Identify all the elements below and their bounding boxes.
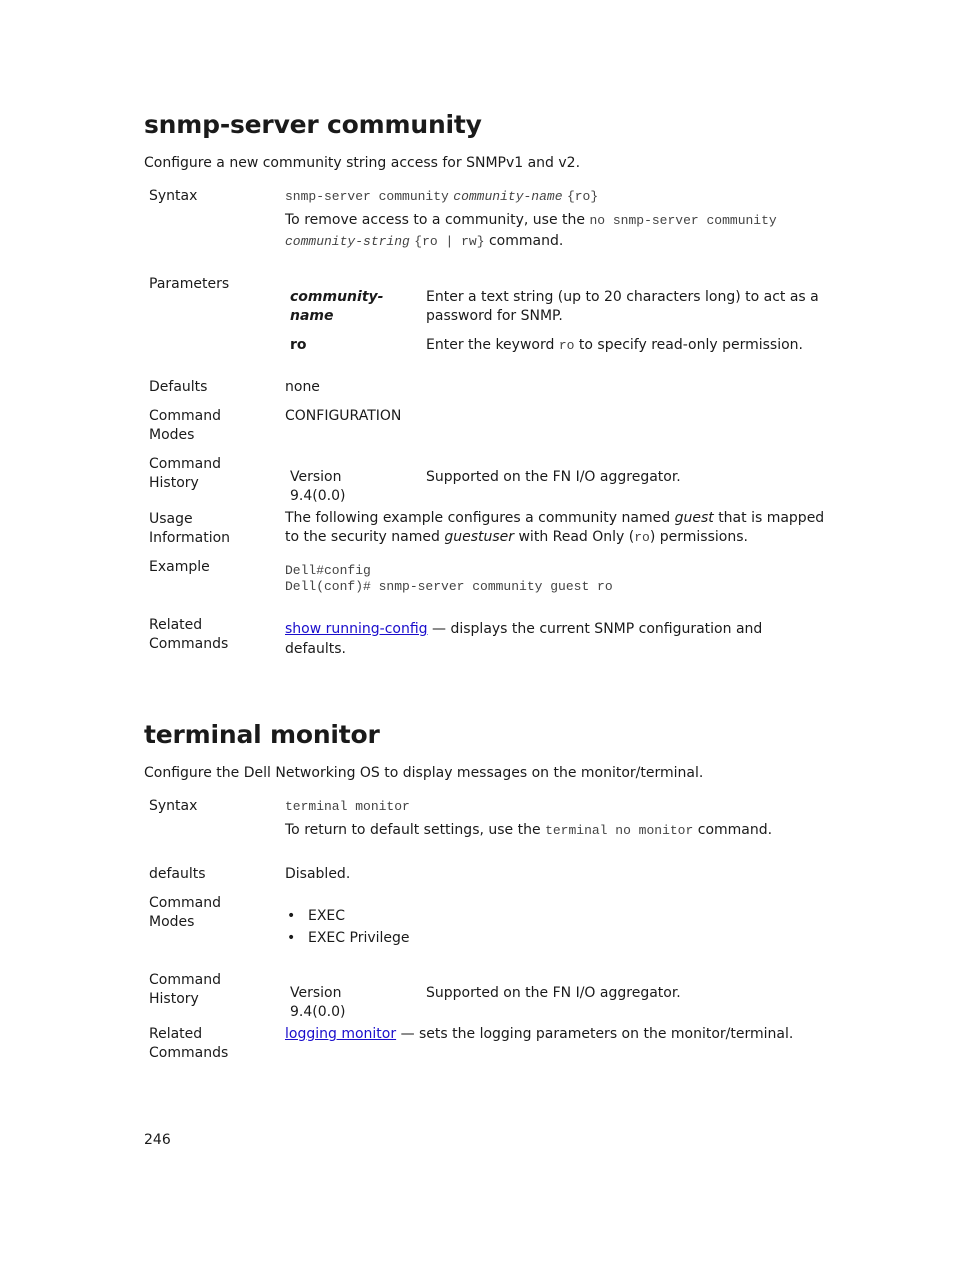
related-commands-label [149,1025,269,1063]
defaults-label: defaults [149,866,206,882]
show-running-config-link[interactable]: show running-config [285,621,428,637]
command-history-label [149,971,269,1009]
usage-text: The following example configures a community named [285,510,671,526]
param-name-ro: ro [290,337,307,353]
syntax-label: Syntax [149,188,198,204]
syntax-command: snmp-server community [285,189,449,204]
label-line: Command [149,408,221,424]
command-history-label [149,455,269,493]
list-item [285,927,410,949]
label-line: Related [149,1026,203,1042]
param-name-line: name [290,308,334,324]
bullet-icon: • [287,908,296,924]
defaults-label: Defaults [149,379,208,395]
section-title-snmp-server-community: snmp-server community [144,110,482,139]
remove-command: no snmp-server community [589,213,777,228]
usage-code: ro [634,530,650,545]
param-desc-text: to specify read-only permission. [578,337,803,353]
label-line: Command [149,456,221,472]
usage-information-text [285,509,825,547]
history-description: Supported on the FN I/O aggregator. [426,985,681,1001]
remove-text-end: command. [488,233,564,249]
param-name-line: community- [290,289,384,305]
label-line: Commands [149,636,229,652]
syntax-value [285,186,825,207]
label-line: Command [149,972,221,988]
example-label: Example [149,559,210,575]
mode-name: EXEC Privilege [308,930,410,946]
syntax-argument: community-name [453,189,563,204]
related-commands-label [149,616,269,654]
return-text-end: command. [697,822,773,838]
label-line: Modes [149,914,195,930]
usage-text: that is mapped to the security named [285,510,825,545]
param-desc-code: ro [558,338,575,353]
page-number: 246 [144,1132,171,1148]
example-code-block [285,563,613,595]
code-line: Dell#config [285,563,371,578]
command-modes-label [149,894,269,932]
remove-option: {ro | rw} [414,234,485,249]
label-line: Commands [149,1045,229,1061]
usage-text: ) permissions. [649,529,748,545]
label-line: History [149,475,199,491]
command-modes-list [285,905,410,949]
remove-access-text [285,210,825,252]
history-version: Version 9.4(0.0) [290,985,346,1020]
history-version: Version 9.4(0.0) [290,469,346,504]
section-intro: Configure the Dell Networking OS to display messages on the monitor/terminal. [144,765,704,781]
label-line: Usage [149,511,193,527]
code-line: Dell(conf)# snmp-server community guest ro [285,579,613,594]
syntax-label: Syntax [149,798,198,814]
defaults-value: Disabled. [285,866,351,882]
return-command: terminal no monitor [545,823,694,838]
section-title-terminal-monitor: terminal monitor [144,720,380,749]
label-line: History [149,991,199,1007]
related-description: — sets the logging parameters on the monitor/terminal. [400,1026,794,1042]
command-modes-value: CONFIGURATION [285,408,402,424]
usage-emphasis: guestuser [444,529,515,545]
label-line: Related [149,617,203,633]
defaults-value: none [285,379,320,395]
syntax-option: {ro} [566,189,599,204]
usage-information-label [149,510,269,548]
related-commands-value [285,1024,825,1044]
return-text-start: To return to default settings, use the [285,822,541,838]
label-line: Information [149,530,231,546]
list-item [285,905,410,927]
usage-text: with Read Only ( [518,529,635,545]
related-description: — displays the current SNMP configuration and defaults. [285,621,763,657]
history-description: Supported on the FN I/O aggregator. [426,469,681,485]
section-intro: Configure a new community string access for SNMPv1 and v2. [144,155,581,171]
mode-name: EXEC [308,908,346,924]
param-desc-ro [426,336,826,355]
remove-text-start: To remove access to a community, use the [285,212,586,228]
remove-argument: community-string [285,234,410,249]
return-default-text [285,820,825,841]
syntax-command: terminal monitor [285,799,410,814]
label-line: Modes [149,427,195,443]
param-desc-text: Enter the keyword [426,337,555,353]
param-desc-community-name: Enter a text string (up to 20 characters long) to act as a password for SNMP. [426,289,819,324]
syntax-value [285,796,825,817]
usage-emphasis: guest [674,510,714,526]
label-line: Command [149,895,221,911]
related-commands-value [285,619,825,659]
command-modes-label [149,407,269,445]
bullet-icon: • [287,930,296,946]
logging-monitor-link[interactable]: logging monitor [285,1026,397,1042]
parameters-label: Parameters [149,276,230,292]
param-name-community-name [290,288,400,326]
